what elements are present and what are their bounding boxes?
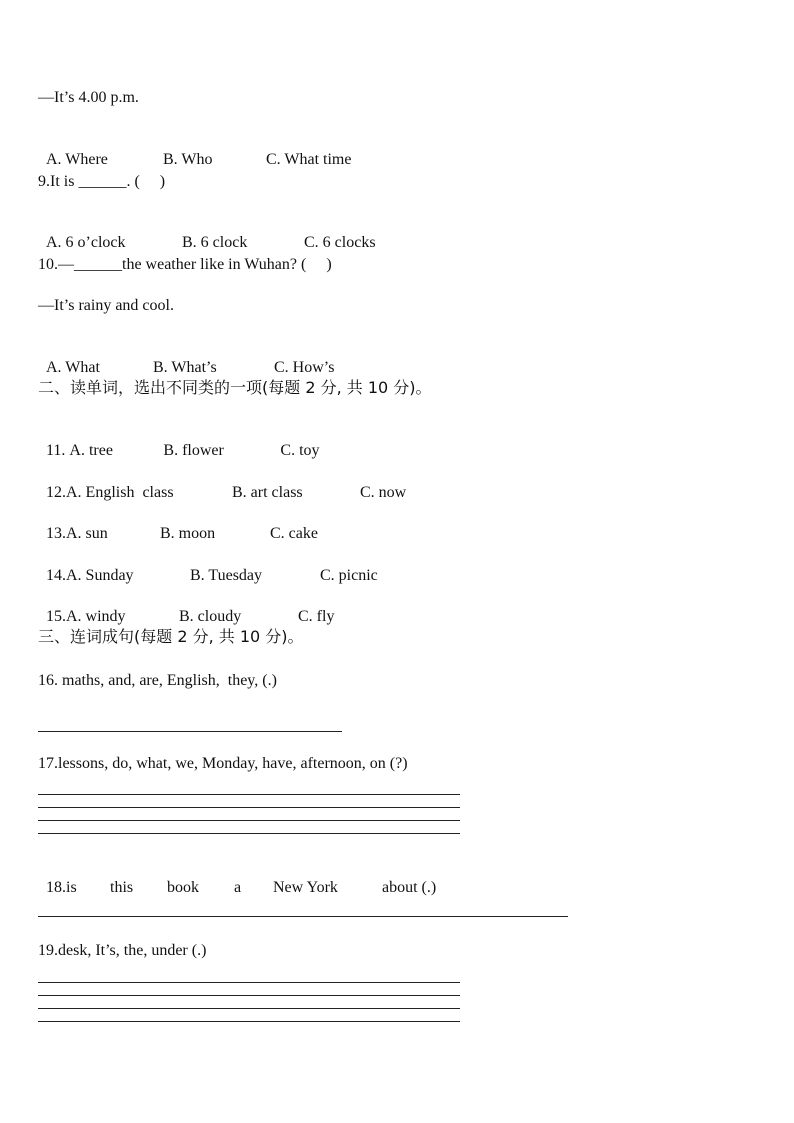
q10-stem: 10.—______the weather like in Wuhan? ( ) (38, 256, 332, 273)
q16-words: 16. maths, and, are, English, they, (.) (38, 672, 277, 689)
q11-option-b[interactable]: B. flower (163, 442, 224, 459)
q11-number: 11. (46, 442, 70, 459)
q17-answer-line-1[interactable] (38, 794, 460, 795)
q9-option-b[interactable]: B. 6 clock (182, 234, 248, 251)
q8-option-c[interactable]: C. What time (266, 151, 352, 168)
q10-option-a[interactable]: A. What (46, 359, 100, 376)
q12-number: 12. (46, 484, 66, 501)
q12-row (38, 463, 406, 503)
q15-option-c[interactable]: C. fly (298, 608, 335, 625)
q13-option-b[interactable]: B. moon (160, 525, 216, 542)
q17-words: 17.lessons, do, what, we, Monday, have, afternoon, on (?) (38, 755, 408, 772)
q9-stem: 9.It is ______. ( ) (38, 173, 166, 190)
q12-option-b[interactable]: B. art class (232, 484, 303, 501)
q13-option-a[interactable]: A. sun (66, 525, 108, 542)
q15-number: 15. (46, 608, 66, 625)
q18-answer-line[interactable] (38, 916, 568, 917)
q14-number: 14. (46, 567, 66, 584)
q18-word-4: a (234, 879, 242, 896)
q19-answer-line-1[interactable] (38, 982, 460, 983)
q15-option-b[interactable]: B. cloudy (179, 608, 242, 625)
q17-answer-line-2[interactable] (38, 807, 460, 808)
q19-answer-line-2[interactable] (38, 995, 460, 996)
q18-word-3: book (167, 879, 199, 896)
q12-option-a[interactable]: A. English class (66, 484, 174, 501)
q10-answer-line: —It’s rainy and cool. (38, 297, 174, 314)
q19-words: 19.desk, It’s, the, under (.) (38, 942, 207, 959)
q8-option-a[interactable]: A. Where (46, 151, 108, 168)
q17-answer-line-3[interactable] (38, 820, 460, 821)
q19-answer-line-3[interactable] (38, 1008, 460, 1009)
q9-options (38, 213, 376, 253)
q8-options (38, 130, 351, 170)
q14-row (38, 546, 378, 586)
q11-option-c[interactable]: C. toy (280, 442, 320, 459)
q8-option-b[interactable]: B. Who (163, 151, 213, 168)
q18-word-6: about (.) (382, 879, 437, 896)
q13-option-c[interactable]: C. cake (270, 525, 318, 542)
q18-word-2: this (110, 879, 134, 896)
q17-answer-line-4[interactable] (38, 833, 460, 834)
q10-options (38, 338, 334, 378)
q10-option-c[interactable]: C. How’s (274, 359, 335, 376)
section2-title: 二、读单词，选出不同类的一项(每题 2 分, 共 10 分)。 (38, 378, 432, 397)
q11-option-a[interactable]: A. tree (69, 442, 113, 459)
q18-word-5: New York (273, 879, 338, 896)
q18-word-1: 18.is (46, 879, 77, 896)
q12-option-c[interactable]: C. now (360, 484, 407, 501)
q14-option-c[interactable]: C. picnic (320, 567, 378, 584)
q13-row (38, 504, 318, 544)
q8-answer-line: —It’s 4.00 p.m. (38, 89, 139, 106)
q15-row (38, 587, 334, 627)
q18-words (38, 858, 436, 898)
q9-option-c[interactable]: C. 6 clocks (304, 234, 376, 251)
q13-number: 13. (46, 525, 66, 542)
q15-option-a[interactable]: A. windy (66, 608, 126, 625)
q11-row (38, 421, 320, 461)
q16-answer-line[interactable] (38, 731, 342, 732)
q9-option-a[interactable]: A. 6 o’clock (46, 234, 126, 251)
section3-title: 三、连词成句(每题 2 分, 共 10 分)。 (38, 627, 304, 646)
q19-answer-line-4[interactable] (38, 1021, 460, 1022)
q14-option-a[interactable]: A. Sunday (66, 567, 134, 584)
q14-option-b[interactable]: B. Tuesday (190, 567, 263, 584)
q10-option-b[interactable]: B. What’s (153, 359, 217, 376)
